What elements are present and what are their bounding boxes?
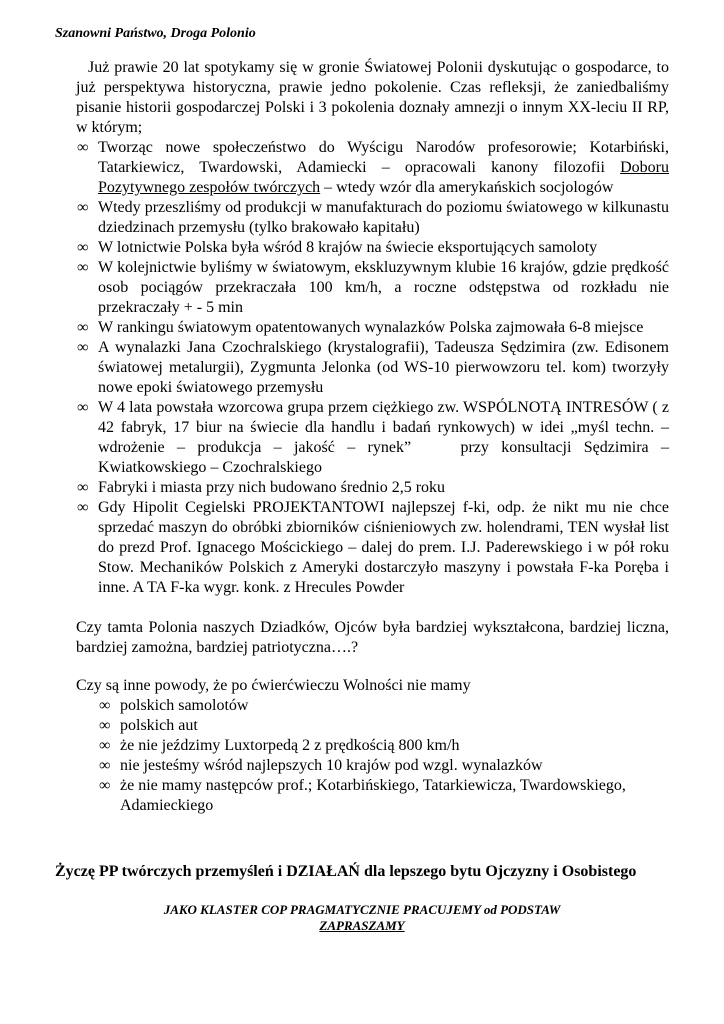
list-item: [76, 318, 669, 338]
list-item-text: Tworząc nowe społeczeństwo do Wyścigu Narodów profesorowie; Kotarbiński, Tatarkiewicz, Twardowski, Adamiecki – opracowali kanony filozofii: [98, 139, 669, 176]
list-item: [98, 716, 669, 736]
closing-wishes: Życzę PP twórczych przemyśleń i DZIAŁAŃ dla lepszego bytu Ojczyzny i Osobistego: [55, 863, 637, 880]
list-item-text: W rankingu światowym opatentowanych wynalazków Polska zajmowała 6-8 miejsce: [98, 319, 644, 336]
reasons-list: [98, 696, 669, 816]
question-paragraph-2: Czy są inne powody, że po ćwierćwieczu Wolności nie mamy: [76, 677, 471, 694]
infinity-bullet-icon: ∞: [77, 259, 89, 276]
list-item: [76, 498, 669, 598]
list-item-text: – wtedy wzór dla amerykańskich socjologów: [320, 179, 614, 196]
infinity-bullet-icon: ∞: [77, 319, 89, 336]
list-item: [98, 736, 669, 756]
infinity-bullet-icon: ∞: [77, 479, 89, 496]
list-item: [76, 238, 669, 258]
list-item: [76, 478, 669, 498]
infinity-bullet-icon: ∞: [77, 399, 89, 416]
list-item-text: że nie jeździmy Luxtorpedą 2 z prędkością 800 km/h: [120, 737, 460, 754]
infinity-bullet-icon: ∞: [99, 697, 111, 714]
letter-body: [76, 58, 673, 816]
list-item-text: że nie mamy następców prof.; Kotarbińskiego, Tatarkiewicza, Twardowskiego, Adamieckiego: [120, 777, 626, 814]
list-item-text: W lotnictwie Polska była wśród 8 krajów na świecie eksportujących samoloty: [98, 239, 598, 256]
infinity-bullet-icon: ∞: [77, 239, 89, 256]
list-item-text: polskich aut: [120, 717, 198, 734]
footer-line: JAKO KLASTER COP PRAGMATYCZNIE PRACUJEMY od PODSTAW: [163, 902, 561, 917]
infinity-bullet-icon: ∞: [77, 139, 89, 156]
list-item-text: Fabryki i miasta przy nich budowano średnio 2,5 roku: [98, 479, 446, 496]
achievements-list: [76, 138, 673, 598]
infinity-bullet-icon: ∞: [77, 339, 89, 356]
list-item: [76, 138, 669, 198]
list-item-text: W kolejnictwie byliśmy w światowym, ekskluzywnym klubie 16 krajów, gdzie prędkość osob pociągów przekraczała 100 km/h, a roczne odstępstwa od rozkładu nie przekraczały + - 5 min: [98, 259, 669, 316]
question-paragraph-1: Czy tamta Polonia naszych Dziadków, Ojców była bardziej wykształcona, bardziej liczna, bardziej zamożna, bardziej patriotyczna….?: [76, 619, 669, 656]
list-item: [98, 756, 669, 776]
list-item-text: A wynalazki Jana Czochralskiego (krystalografii), Tadeusza Sędzimira (zw. Edisonem światowej metalurgii), Zygmunta Jelonka (od WS-10 pierwowzoru tel. kom) tworzyły nowe epoki światowego przemysłu: [98, 339, 669, 396]
infinity-bullet-icon: ∞: [99, 777, 111, 794]
intro-paragraph: Już prawie 20 lat spotykamy się w gronie Światowej Polonii dyskutując o gospodarce, to już perspektywa historyczna, prawie jedno pokolenie. Czas refleksji, że zaniedbaliśmy pisanie historii gospodarczej Polski i 3 pokolenia doznały amnezji o innym XX-leciu II RP, w którym;: [76, 59, 669, 136]
list-item-text: Wtedy przeszliśmy od produkcji w manufakturach do poziomu światowego w kilkunastu dziedzinach przemysłu (tylko brakowało kapitału): [98, 199, 669, 236]
infinity-bullet-icon: ∞: [99, 717, 111, 734]
list-item: [76, 338, 669, 398]
list-item: [98, 696, 669, 716]
infinity-bullet-icon: ∞: [77, 499, 89, 516]
list-item: [98, 776, 669, 816]
list-item-text: nie jesteśmy wśród najlepszych 10 krajów pod wzgl. wynalazków: [120, 757, 543, 774]
greeting: Szanowni Państwo, Droga Polonio: [55, 26, 256, 41]
underlined-phrase: Doboru Pozytywnego zespołów twórczych: [98, 159, 669, 196]
list-item: [76, 258, 669, 318]
infinity-bullet-icon: ∞: [99, 757, 111, 774]
list-item: [76, 398, 673, 478]
infinity-bullet-icon: ∞: [99, 737, 111, 754]
list-item-text: Gdy Hipolit Cegielski PROJEKTANTOWI najlepszej f-ki, odp. że nikt mu nie chce sprzedać maszyn do obróbki zbiorników ciśnieniowych zw. holendrami, TEN wysłał list do prezd Prof. Ignacego Mościckiego – dalej do prem. I.J. Paderewskiego i w pół roku Stow. Mechaników Polskich z Ameryki dostarczyło maszyny i powstała F-ka Poręba i inne. A TA F-ka wygr. konk. z Hrecules Powder: [98, 499, 669, 596]
footer: [55, 902, 669, 934]
infinity-bullet-icon: ∞: [77, 199, 89, 216]
list-item-text: polskich samolotów: [120, 697, 249, 714]
invitation: ZAPRASZAMY: [319, 918, 405, 933]
list-item: [76, 198, 669, 238]
list-item-text: W 4 lata powstała wzorcowa grupa przem ciężkiego zw. WSPÓLNOTĄ INTRESÓW ( z 42 fabryk, 17 biur na świecie dla handlu i badań rynkowych) w idei „myśl techn. – wdrożenie – produkcja – jakość – rynek” przy konsultacji Sędzimira – Kwiatkowskiego – Czochralskiego: [98, 399, 673, 476]
